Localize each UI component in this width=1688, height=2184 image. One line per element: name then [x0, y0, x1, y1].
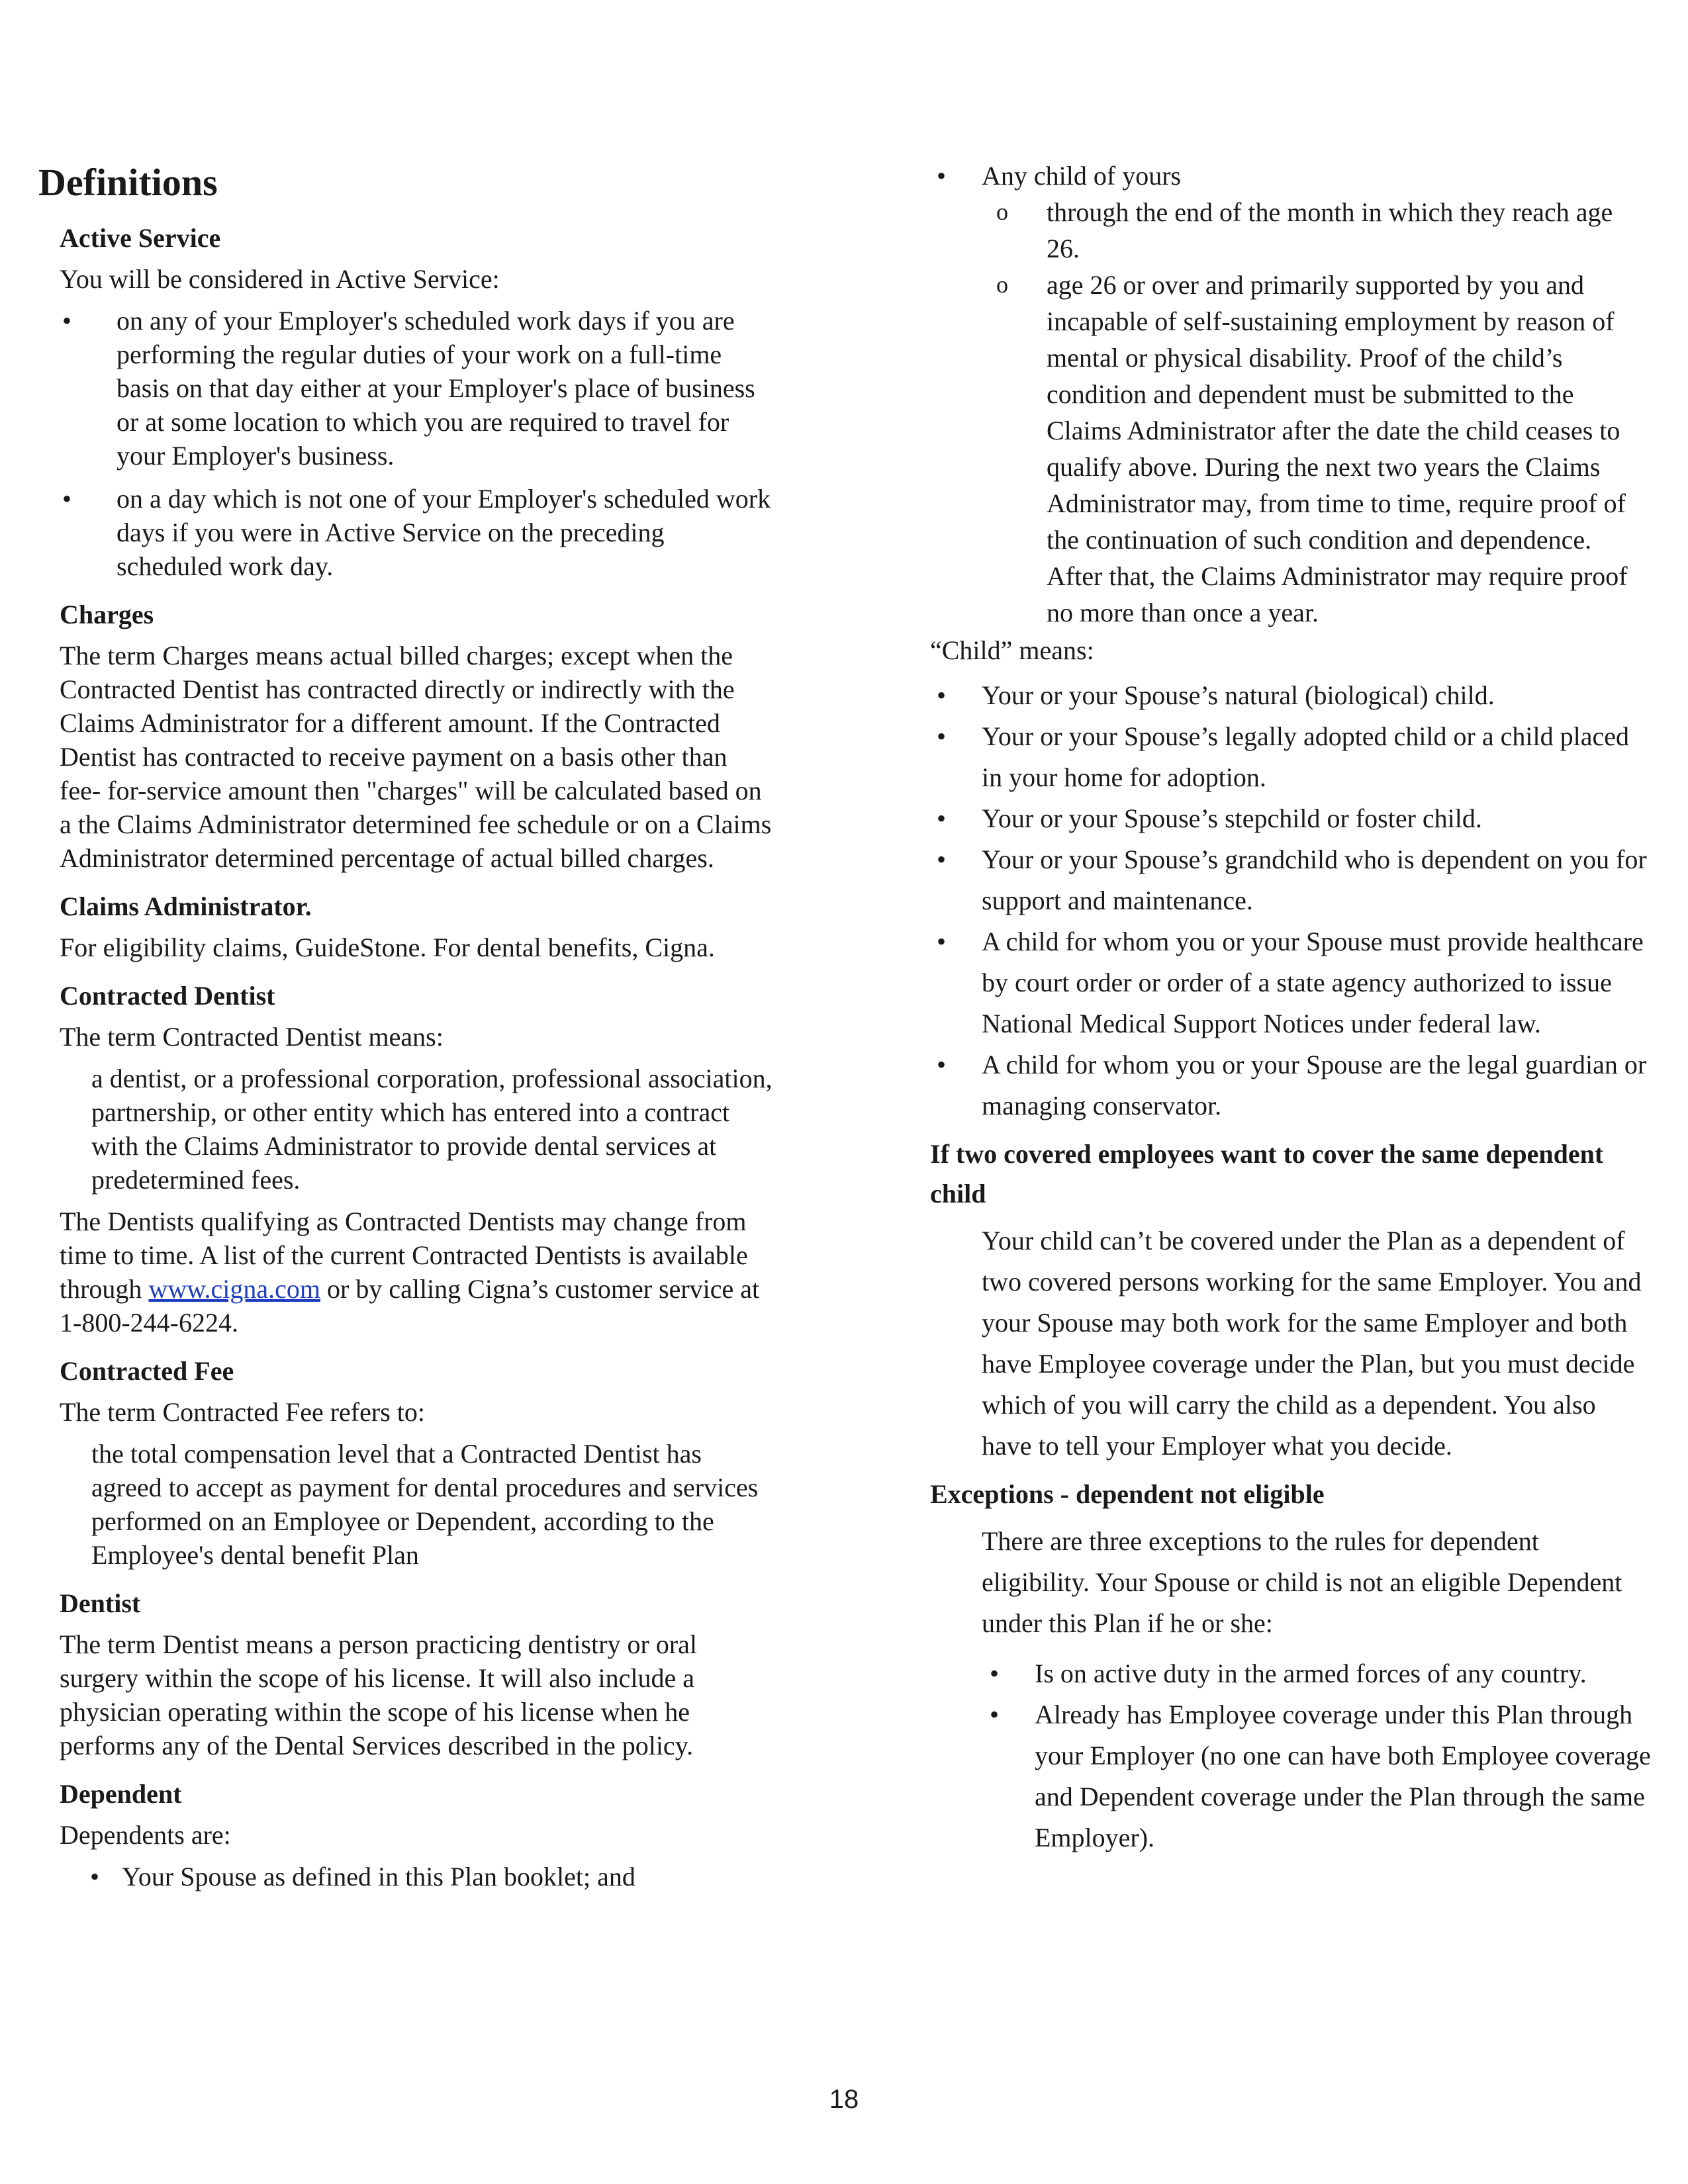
- bullet-icon: [937, 675, 946, 716]
- heading-active-service: Active Service: [60, 223, 221, 253]
- active-service-list: [38, 304, 773, 583]
- heading-contracted-dentist: Contracted Dentist: [60, 981, 275, 1011]
- child-sub-list: [930, 194, 1652, 631]
- heading-charges: Charges: [60, 600, 154, 629]
- bullet-icon: [937, 159, 946, 193]
- cigna-link[interactable]: www.cigna.com: [148, 1274, 320, 1304]
- left-column: [38, 159, 773, 1903]
- list-item: • Your or your Spouse’s grandchild who is dependent on you for support and maintenance.: [930, 839, 1652, 921]
- bullet-icon: [62, 482, 71, 516]
- list-item: • on a day which is not one of your Employer's scheduled work days if you were in Active Service on the preceding scheduled work day.: [38, 482, 773, 583]
- list-item: • Your or your Spouse’s legally adopted child or a child placed in your home for adoption.: [930, 716, 1652, 798]
- exceptions-list: [930, 1653, 1652, 1858]
- bullet-icon: [990, 1653, 999, 1694]
- bullet-icon: [62, 304, 71, 338]
- circle-bullet-icon: [996, 267, 1008, 303]
- bullet-icon: [990, 1694, 999, 1735]
- bullet-icon: [937, 1044, 946, 1085]
- bullet-icon: [937, 839, 946, 880]
- page-title: Definitions: [38, 161, 218, 204]
- child-means-list: [930, 675, 1652, 1126]
- charges-text: The term Charges means actual billed charges; except when the Contracted Dentist has contracted directly or indirectly with the Claims Administrator for a different amount. If the Contracted Dentist has contracted to receive payment on a basis other than fee- for-service amount then "charges" will be calculated based on a the Claims Administrator determined fee schedule or on a Claims Administrator determined percentage of actual billed charges.: [60, 641, 772, 873]
- active-service-intro: You will be considered in Active Service:: [60, 264, 500, 294]
- contracted-fee-intro: The term Contracted Fee refers to:: [60, 1397, 425, 1427]
- heading-dependent: Dependent: [60, 1779, 182, 1809]
- bullet-icon: [90, 1860, 99, 1893]
- list-item: • Your or your Spouse’s stepchild or foster child.: [930, 798, 1652, 839]
- list-item: • Your or your Spouse’s natural (biological) child.: [930, 675, 1652, 716]
- heading-contracted-fee: Contracted Fee: [60, 1356, 234, 1386]
- list-item: • Already has Employee coverage under this Plan through your Employer (no one can have both Employee coverage and Dependent coverage under the Plan through the same Employer).: [930, 1694, 1652, 1858]
- dependent-intro: Dependents are:: [60, 1820, 231, 1850]
- claims-administrator-text: For eligibility claims, GuideStone. For dental benefits, Cigna.: [60, 933, 715, 962]
- contracted-fee-definition: the total compensation level that a Contracted Dentist has agreed to accept as payment for dental procedures and services performed on an Employee or Dependent, according to the Employee's dental benefit Plan: [91, 1439, 759, 1570]
- dentist-text: The term Dentist means a person practicing dentistry or oral surgery within the scope of his license. It will also include a physician operating within the scope of his license when he performs any of the Dental Services described in the policy.: [60, 1629, 698, 1760]
- contracted-dentist-note: The Dentists qualifying as Contracted Dentists may change from time to time. A list of the current Contracted Dentists is available through www.cigna.com or by calling Cigna’s customer service at 1-800-244-6224.: [60, 1206, 760, 1338]
- heading-dentist: Dentist: [60, 1588, 141, 1618]
- list-item: • A child for whom you or your Spouse are the legal guardian or managing conservator.: [930, 1044, 1652, 1126]
- child-means-intro: “Child” means:: [930, 635, 1094, 665]
- contracted-dentist-intro: The term Contracted Dentist means:: [60, 1022, 444, 1052]
- bullet-icon: [937, 716, 946, 757]
- child-of-yours-list: [930, 159, 1652, 193]
- contracted-dentist-definition: a dentist, or a professional corporation, professional association, partnership, or other entity which has entered into a contract with the Claims Administrator to provide dental services at predetermined fees.: [91, 1064, 773, 1195]
- two-covered-employees-text: Your child can’t be covered under the Plan as a dependent of two covered persons working for the same Employer. You and your Spouse may both work for the same Employer and both have Employee coverage under the Plan, but you must decide which of you will carry the child as a dependent. You also have to tell your Employer what you decide.: [982, 1226, 1642, 1461]
- list-item: o age 26 or over and primarily supported by you and incapable of self-sustaining employment by reason of mental or physical disability. Proof of the child’s condition and dependent must be submitted to the Claims Administrator after the date the child ceases to qualify above. During the next two years the Claims Administrator may, from time to time, require proof of the continuation of such condition and dependence. After that, the Claims Administrator may require proof no more than once a year.: [930, 267, 1652, 631]
- list-item: • Is on active duty in the armed forces of any country.: [930, 1653, 1652, 1694]
- list-item: • on any of your Employer's scheduled work days if you are performing the regular duties of your work on a full-time basis on that day either at your Employer's place of business or at some location to which you are required to travel for your Employer's business.: [38, 304, 773, 473]
- list-item: • Any child of yours: [930, 159, 1652, 193]
- list-item: • Your Spouse as defined in this Plan booklet; and: [38, 1860, 773, 1893]
- exceptions-text: There are three exceptions to the rules for dependent eligibility. Your Spouse or child is not an eligible Dependent under this Plan if he or she:: [982, 1526, 1622, 1638]
- page-number: 18: [829, 2085, 859, 2114]
- bullet-icon: [937, 798, 946, 839]
- circle-bullet-icon: [996, 194, 1008, 230]
- list-item: • A child for whom you or your Spouse must provide healthcare by court order or order of a state agency authorized to issue National Medical Support Notices under federal law.: [930, 921, 1652, 1044]
- right-column: [930, 159, 1652, 1866]
- list-item: o through the end of the month in which they reach age 26.: [930, 194, 1652, 267]
- bullet-icon: [937, 921, 946, 962]
- heading-exceptions: Exceptions - dependent not eligible: [930, 1479, 1325, 1509]
- heading-claims-administrator: Claims Administrator.: [60, 891, 312, 921]
- heading-two-covered-employees: If two covered employees want to cover the same dependent child: [930, 1139, 1604, 1208]
- dependent-list: [38, 1860, 773, 1893]
